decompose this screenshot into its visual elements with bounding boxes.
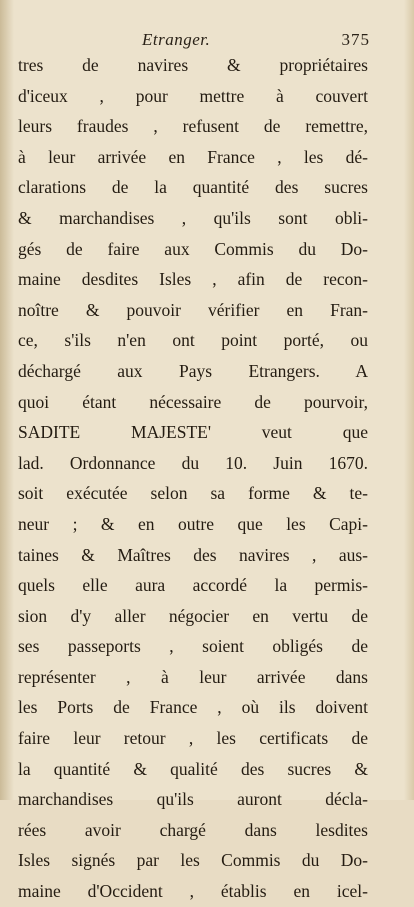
text-line: quoi étant nécessaire de pourvoir,	[18, 391, 368, 412]
text-line: soit exécutée selon sa forme & te-	[18, 483, 368, 504]
text-line: SADITE MAJESTE' veut que	[18, 422, 368, 443]
text-line: rées avoir chargé dans lesdites	[18, 819, 368, 840]
body-text	[18, 50, 368, 907]
text-line: ce, s'ils n'en ont point porté, ou	[18, 330, 368, 351]
text-line: noître & pouvoir vérifier en Fran-	[18, 299, 368, 320]
text-line: tres de navires & propriétaires	[18, 55, 368, 75]
text-line: à leur arrivée en France , les dé-	[18, 146, 368, 167]
text-line: Isles signés par les Commis du Do-	[18, 850, 368, 871]
text-line: maine desdites Isles , afin de recon-	[18, 269, 368, 290]
text-line: représenter , à leur arrivée dans	[18, 666, 368, 687]
running-head	[0, 26, 414, 50]
running-title: Etranger.	[142, 30, 211, 49]
text-line: d'iceux , pour mettre à couvert	[18, 85, 368, 106]
gutter-shadow	[0, 0, 14, 800]
text-line: gés de faire aux Commis du Do-	[18, 238, 368, 259]
text-line: les Ports de France , où ils doivent	[18, 697, 368, 718]
page-edge-shadow	[404, 0, 414, 800]
text-line: clarations de la quantité des sucres	[18, 177, 368, 198]
text-line: sion d'y aller négocier en vertu de	[18, 605, 368, 626]
text-line: marchandises qu'ils auront décla-	[18, 789, 368, 810]
text-line: lad. Ordonnance du 10. Juin 1670.	[18, 452, 368, 473]
text-line: la quantité & qualité des sucres &	[18, 758, 368, 779]
text-line: faire leur retour , les certificats de	[18, 728, 368, 749]
text-line: taines & Maîtres des navires , aus-	[18, 544, 368, 565]
text-line: maine d'Occident , établis en icel-	[18, 881, 368, 902]
text-line: & marchandises , qu'ils sont obli-	[18, 207, 368, 228]
text-line: neur ; & en outre que les Capi-	[18, 513, 368, 534]
text-line: quels elle aura accordé la permis-	[18, 575, 368, 596]
text-line: ses passeports , soient obligés de	[18, 636, 368, 657]
text-line: leurs fraudes , refusent de remettre,	[18, 116, 368, 137]
text-line: déchargé aux Pays Etrangers. A	[18, 360, 368, 381]
page-number: 375	[341, 30, 370, 49]
